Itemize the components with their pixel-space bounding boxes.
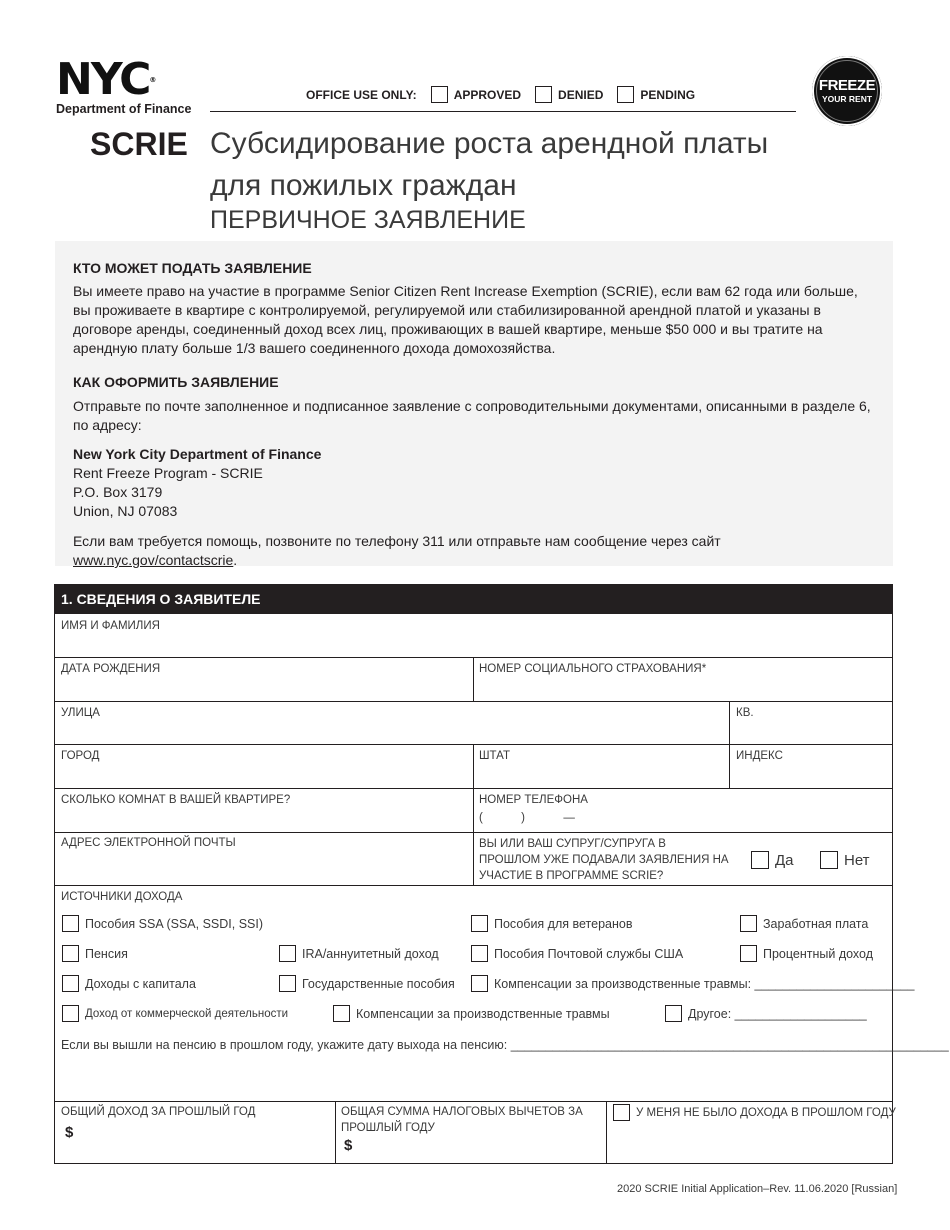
badge-line2: YOUR RENT: [821, 94, 873, 104]
total-deductions-label: ОБЩАЯ СУММА НАЛОГОВЫХ ВЫЧЕТОВ ЗА ПРОШЛЫЙ ГОДУ: [341, 1106, 583, 1134]
logo-registered-mark: ®: [149, 76, 155, 84]
prior-application-question: ВЫ ИЛИ ВАШ СУПРУГ/СУПРУГА В ПРОШЛОМ УЖЕ ПОДАВАЛИ ЗАЯВЛЕНИЯ НА УЧАСТИЕ В ПРОГРАММЕ SCRIE?: [479, 838, 729, 882]
pending-label: PENDING: [640, 87, 696, 102]
page-title-line2: для пожилых граждан: [210, 169, 517, 202]
pending-checkbox[interactable]: [617, 86, 634, 103]
dob-label: ДАТА РОЖДЕНИЯ: [61, 663, 161, 675]
how-heading: КАК ОФОРМИТЬ ЗАЯВЛЕНИЕ: [73, 374, 279, 390]
program-code: SCRIE: [90, 126, 188, 162]
approved-label: APPROVED: [453, 87, 522, 102]
freeze-your-rent-badge: [812, 56, 882, 126]
denied-label: DENIED: [558, 87, 604, 102]
page-subtitle: ПЕРВИЧНОЕ ЗАЯВЛЕНИЕ: [210, 206, 526, 234]
income-wages-label: Заработная плата: [763, 916, 869, 931]
income-postal-label: Пособия Почтовой службы США: [494, 946, 684, 961]
phone-format: ( ) —: [479, 812, 575, 824]
income-workers-comp-label: Компенсации за производственные травмы: [356, 1006, 610, 1021]
total-deductions-dollar: $: [344, 1137, 353, 1154]
income-business-option: [62, 1005, 288, 1022]
income-interest-label: Процентный доход: [763, 946, 874, 961]
office-use-row: [306, 86, 695, 103]
prior-no-option: [820, 851, 870, 869]
no-income-label: У МЕНЯ НЕ БЫЛО ДОХОДА В ПРОШЛОМ ГОДУ: [636, 1106, 896, 1119]
office-use-label: OFFICE USE ONLY:: [306, 87, 417, 102]
income-business-checkbox[interactable]: [62, 1005, 79, 1022]
income-workers-comp-option: [333, 1005, 610, 1022]
income-government-checkbox[interactable]: [279, 975, 296, 992]
header-rule: [210, 111, 796, 112]
email-label: АДРЕС ЭЛЕКТРОННОЙ ПОЧТЫ: [61, 837, 236, 849]
income-workers-comp-checkbox[interactable]: [333, 1005, 350, 1022]
prior-yes-label: Да: [775, 851, 794, 869]
income-pension-checkbox[interactable]: [62, 945, 79, 962]
help-text-body: Если вам требуется помощь, позвоните по телефону 311 или отправьте нам сообщение через сайт: [73, 533, 721, 549]
income-government-option: [279, 975, 455, 992]
income-pension-option: [62, 945, 128, 962]
info-box: [55, 241, 893, 566]
denied-checkbox[interactable]: [535, 86, 552, 103]
badge-line1: FREEZE: [818, 77, 876, 94]
address-name: New York City Department of Finance: [73, 446, 322, 462]
income-wages-checkbox[interactable]: [740, 915, 757, 932]
income-veterans-label: Пособия для ветеранов: [494, 916, 633, 931]
approved-checkbox[interactable]: [431, 86, 448, 103]
income-interest-option: [740, 945, 873, 962]
income-business-label: Доход от коммерческой деятельности: [85, 1007, 289, 1020]
address-line3: Union, NJ 07083: [73, 503, 178, 519]
prior-yes-checkbox[interactable]: [751, 851, 769, 869]
income-government-label: Государственные пособия: [302, 976, 455, 991]
income-workers-comp-other-checkbox[interactable]: [471, 975, 488, 992]
income-postal-checkbox[interactable]: [471, 945, 488, 962]
retirement-date-field[interactable]: Если вы вышли на пенсию в прошлом году, укажите дату выхода на пенсию: _______________________________________________________________: [61, 1038, 949, 1052]
page-title-line1: Субсидирование роста арендной платы: [210, 127, 769, 160]
income-other-checkbox[interactable]: [665, 1005, 682, 1022]
help-text-end: .: [233, 552, 238, 568]
apt-label: КВ.: [736, 707, 754, 719]
logo-text: NYC: [56, 54, 150, 105]
ssn-label: НОМЕР СОЦИАЛЬНОГО СТРАХОВАНИЯ*: [479, 663, 707, 675]
how-text: Отправьте по почте заполненное и подписанное заявление с сопроводительными документами, описанными в разделе 6, по адресу:: [73, 398, 871, 433]
no-income-option: [613, 1104, 896, 1121]
income-wages-option: [740, 915, 868, 932]
income-capital-option: [62, 975, 196, 992]
prior-yes-option: [751, 851, 794, 869]
street-label: УЛИЦА: [61, 707, 100, 719]
total-income-dollar: $: [65, 1124, 74, 1141]
rooms-label: СКОЛЬКО КОМНАТ В ВАШЕЙ КВАРТИРЕ?: [61, 794, 291, 806]
income-workers-comp-other-option: [471, 975, 914, 992]
prior-no-label: Нет: [844, 851, 870, 869]
income-ira-checkbox[interactable]: [279, 945, 296, 962]
full-name-label: ИМЯ И ФАМИЛИЯ: [61, 620, 160, 632]
income-ssa-option: [62, 915, 263, 932]
contact-link[interactable]: www.nyc.gov/contactscrie: [73, 552, 234, 568]
income-ira-option: [279, 945, 439, 962]
who-heading: КТО МОЖЕТ ПОДАТЬ ЗАЯВЛЕНИЕ: [73, 260, 312, 276]
income-ssa-label: Пособия SSA (SSA, SSDI, SSI): [85, 916, 264, 931]
income-sources-label: ИСТОЧНИКИ ДОХОДА: [61, 891, 183, 903]
address-line2: P.O. Box 3179: [73, 484, 163, 500]
address-line1: Rent Freeze Program - SCRIE: [73, 465, 263, 481]
income-ira-label: IRA/аннуитетный доход: [302, 946, 439, 961]
income-veterans-checkbox[interactable]: [471, 915, 488, 932]
nyc-logo: [56, 54, 198, 116]
income-interest-checkbox[interactable]: [740, 945, 757, 962]
income-other-option: [665, 1005, 867, 1022]
state-label: ШТАТ: [479, 750, 510, 762]
income-veterans-option: [471, 915, 632, 932]
total-income-label: ОБЩИЙ ДОХОД ЗА ПРОШЛЫЙ ГОД: [61, 1106, 256, 1118]
city-label: ГОРОД: [61, 750, 100, 762]
income-pension-label: Пенсия: [85, 946, 128, 961]
income-other-label: Другое: ___________________: [688, 1006, 867, 1021]
no-income-checkbox[interactable]: [613, 1104, 630, 1121]
income-postal-option: [471, 945, 683, 962]
help-text: [73, 532, 878, 570]
income-ssa-checkbox[interactable]: [62, 915, 79, 932]
who-text: Вы имеете право на участие в программе Senior Citizen Rent Increase Exemption (SCRIE), если вам 62 года или больше, вы проживаете в квартире с контролируемой, регулируемой или стабилизированной арендной платой и указаны в договоре аренды, соединенный доход всех лиц, проживающих в вашей квартире, меньше $50 000 и вы тратите на арендную плату больше 1/3 вашего соединенного дохода домохозяйства.: [73, 283, 858, 356]
prior-no-checkbox[interactable]: [820, 851, 838, 869]
phone-label: НОМЕР ТЕЛЕФОНА: [479, 794, 588, 806]
income-workers-comp-other-label: Компенсации за производственные травмы: _______________________: [494, 976, 915, 991]
section-title: 1. СВЕДЕНИЯ О ЗАЯВИТЕЛЕ: [55, 585, 892, 614]
zip-label: ИНДЕКС: [736, 750, 783, 762]
income-capital-label: Доходы с капитала: [85, 976, 196, 991]
income-capital-checkbox[interactable]: [62, 975, 79, 992]
applicant-info-section: [54, 584, 949, 1164]
footer-revision: 2020 SCRIE Initial Application–Rev. 11.06.2020 [Russian]: [617, 1183, 898, 1195]
department-name: Department of Finance: [56, 102, 192, 116]
